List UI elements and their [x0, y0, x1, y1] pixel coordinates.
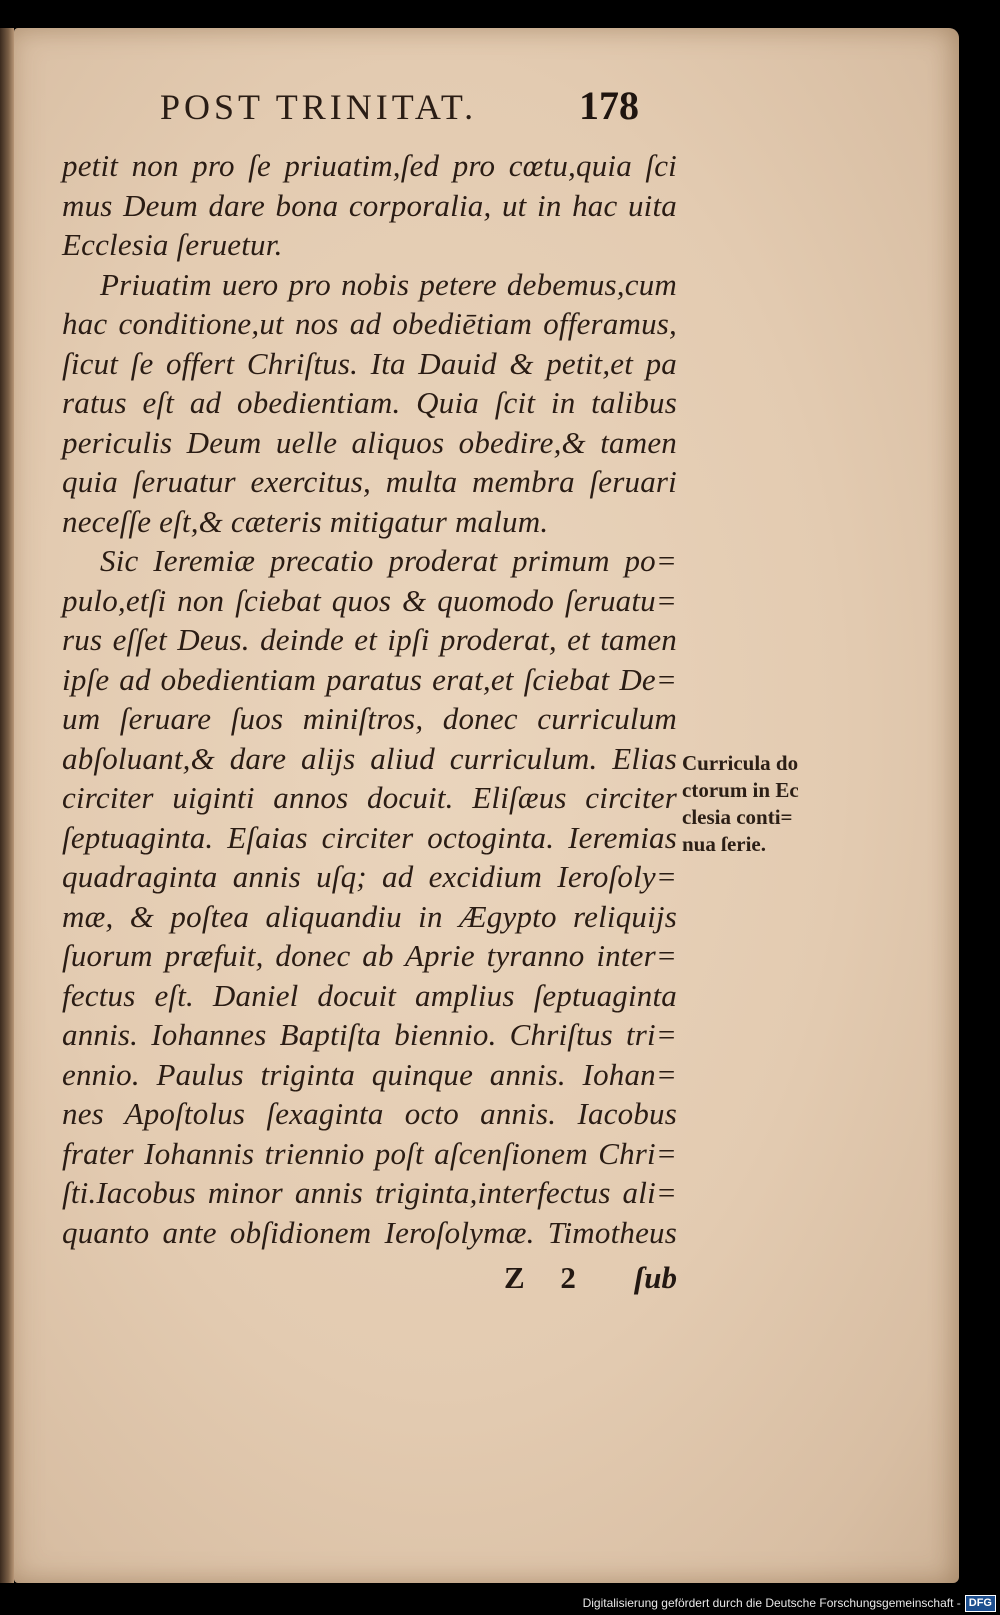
catchword: ſub	[633, 1260, 677, 1295]
text-line: nes Apoſtolus ſexaginta octo annis. Iacobus	[62, 1096, 677, 1131]
text-line: ennio. Paulus triginta quinque annis. Iohan=	[62, 1056, 677, 1092]
text-line: Priuatim uero pro nobis petere debemus,cum	[100, 266, 677, 302]
text-line: quadraginta annis uſq; ad excidium Ieroſoly=	[62, 859, 677, 894]
text-line: mus Deum dare bona corporalia, ut in hac uita	[62, 187, 677, 223]
text-line: annis. Iohannes Baptiſta biennio. Chriſtus tri=	[62, 1017, 677, 1052]
book-gutter-edge	[0, 28, 14, 1583]
running-head	[14, 83, 674, 136]
text-line: neceſſe eſt,& cæteris mitigatur malum.	[62, 503, 549, 539]
running-title: POST TRINITAT.	[160, 87, 478, 127]
text-line: frater Iohannis triennio poſt aſcenſionem Chri=	[62, 1135, 677, 1171]
credit-text: Digitalisierung gefördert durch die Deutsche Forschungsgemeinschaft -	[582, 1596, 961, 1610]
text-line: mæ, & poſtea aliquandiu in Ægypto reliquijs	[62, 898, 677, 934]
marginal-note-line: clesia conti=	[682, 805, 793, 829]
marginal-note	[682, 750, 832, 858]
text-line: petit non pro ſe priuatim,ſed pro cœtu,quia ſci	[62, 148, 677, 183]
main-text-block	[62, 146, 677, 1252]
text-line: hac conditione,ut nos ad obediētiam offeramus,	[62, 306, 677, 341]
signature-mark: Z 2	[503, 1260, 590, 1295]
text-line: ſti.Iacobus minor annis triginta,interfectus ali=	[62, 1175, 677, 1210]
text-line: rus eſſet Deus. deinde et ipſi proderat, et tamen	[62, 622, 677, 657]
text-line: ſeptuaginta. Eſaias circiter octoginta. Ieremias	[62, 819, 677, 855]
text-line: um ſeruare ſuos miniſtros, donec curriculum	[62, 701, 677, 736]
marginal-note-line: Curricula do	[682, 751, 799, 775]
text-line: Ecclesia ſeruetur.	[62, 227, 283, 262]
digitization-credit	[583, 1593, 996, 1613]
text-line: abſoluant,& dare alijs aliud curriculum. Elias	[62, 740, 677, 776]
marginal-note-line: nua ſerie.	[682, 832, 766, 856]
marginal-note-line: ctorum in Ec	[682, 778, 799, 802]
text-line: circiter uiginti annos docuit. Eliſæus circiter	[62, 780, 677, 815]
text-line: periculis Deum uelle aliquos obedire,& tamen	[62, 424, 677, 460]
text-line: Sic Ieremiæ precatio proderat primum po=	[100, 543, 677, 578]
text-line: ipſe ad obedientiam paratus erat,et ſciebat De=	[62, 661, 677, 697]
text-line: quanto ante obſidionem Ieroſolymæ. Timotheus	[62, 1214, 677, 1250]
dfg-logo-icon: DFG	[965, 1595, 996, 1612]
text-line: ratus eſt ad obedientiam. Quia ſcit in talibus	[62, 385, 677, 420]
text-line: pulo,etſi non ſciebat quos & quomodo ſeruatu=	[62, 582, 677, 618]
catchline	[62, 1258, 677, 1298]
text-line: fectus eſt. Daniel docuit amplius ſeptuaginta	[62, 977, 677, 1013]
book-page	[14, 28, 959, 1583]
text-line: ſuorum præfuit, donec ab Aprie tyranno inter=	[62, 938, 677, 973]
text-line: ſicut ſe offert Chriſtus. Ita Dauid & petit,et pa	[62, 345, 677, 381]
page-number: 178	[579, 83, 639, 128]
text-line: quia ſeruatur exercitus, multa membra ſeruari	[62, 464, 677, 499]
